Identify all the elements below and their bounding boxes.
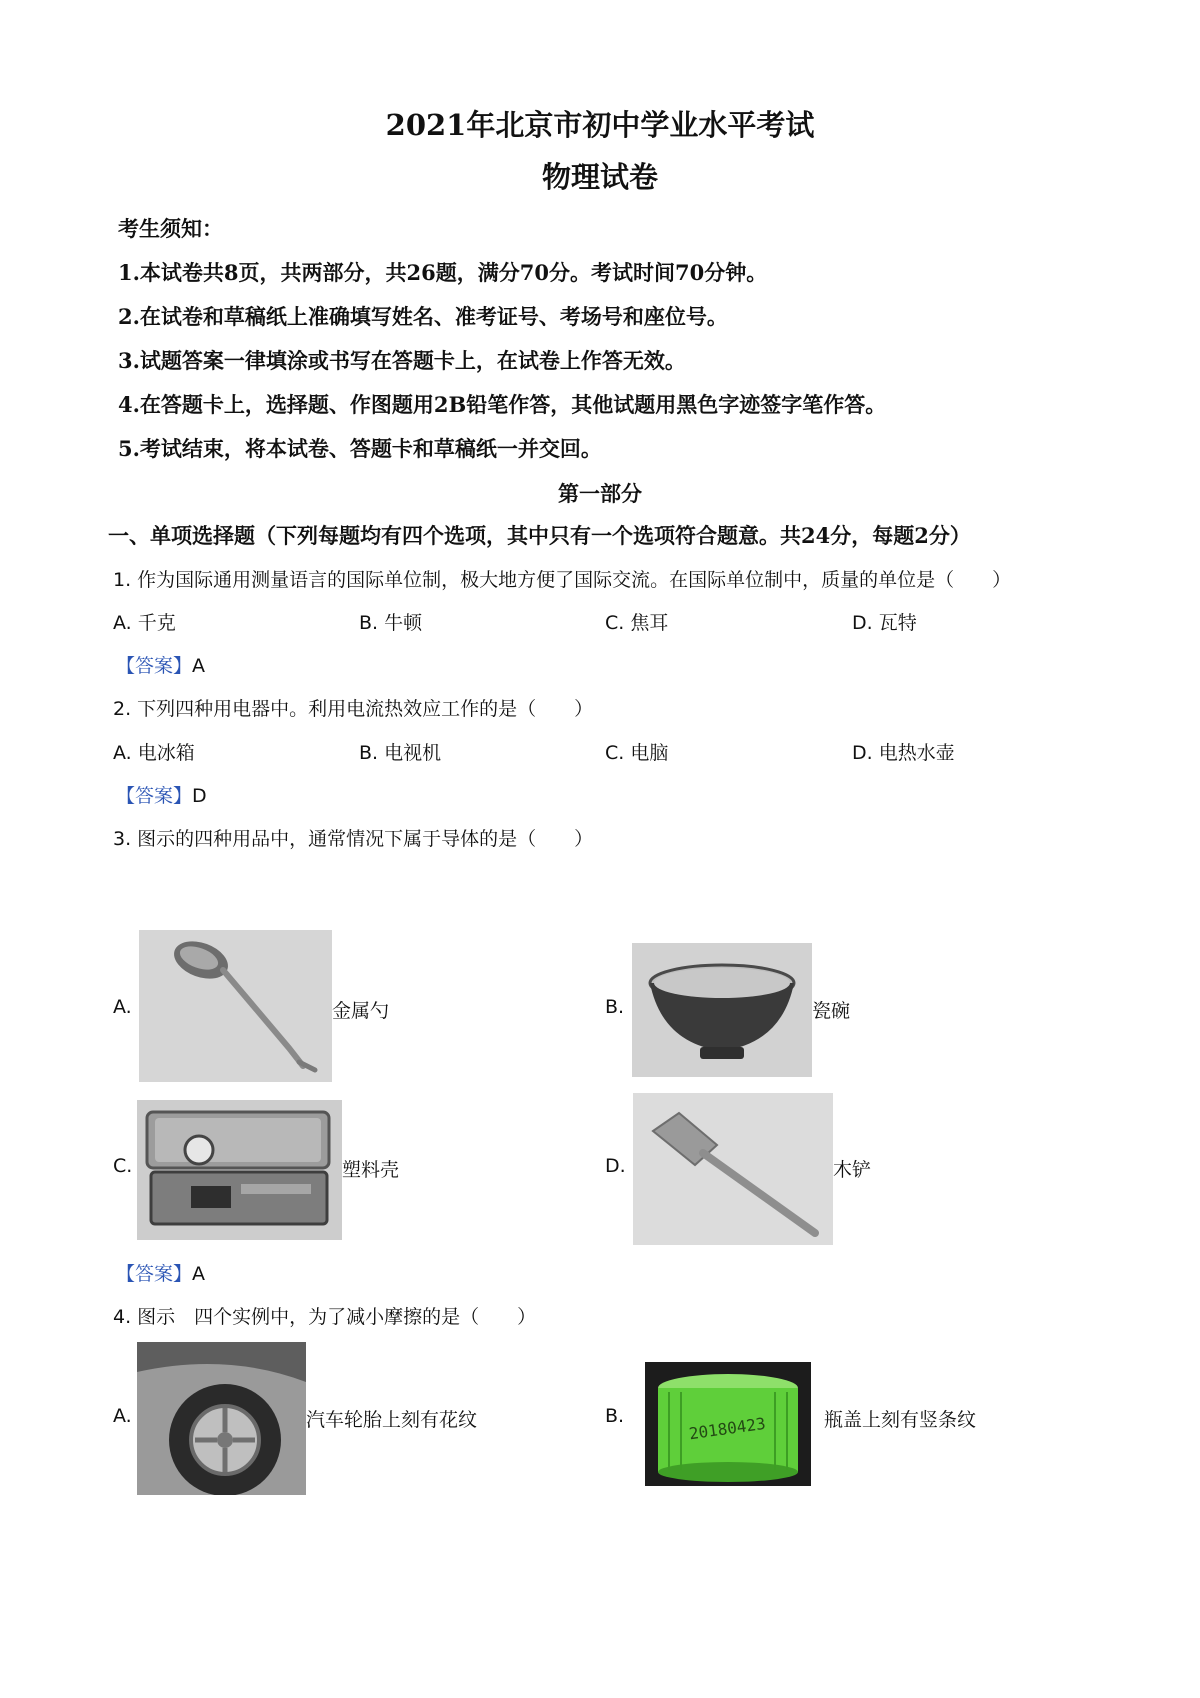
q2-option-a: A. 电冰箱	[113, 742, 195, 764]
q4-option-b-caption: 瓶盖上刻有竖条纹	[824, 1409, 977, 1431]
notice-item-5: 5.考试结束，将本试卷、答题卡和草稿纸一并交回。	[118, 436, 602, 461]
section-title: 一、单项选择题（下列每题均有四个选项，其中只有一个选项符合题意。共24分，每题2分）	[108, 523, 971, 548]
exam-subtitle: 物理试卷	[541, 160, 658, 194]
q1-option-d: D. 瓦特	[852, 612, 917, 634]
q3-option-c-letter: C.	[113, 1155, 133, 1177]
q3-option-b-letter: B.	[605, 996, 625, 1018]
notice-item-4: 4.在答题卡上，选择题、作图题用2B铅笔作答，其他试题用黑色字迹签字笔作答。	[118, 392, 887, 417]
notice-item-2: 2.在试卷和草稿纸上准确填写姓名、准考证号、考场号和座位号。	[118, 304, 728, 329]
q1-answer: 【答案】A	[116, 655, 206, 677]
car-tire-image	[137, 1342, 306, 1495]
metal-spoon-image	[139, 930, 332, 1082]
plastic-case-image	[137, 1100, 342, 1240]
wooden-spatula-image	[633, 1093, 833, 1245]
question-3-stem: 3. 图示的四种用品中，通常情况下属于导体的是（ ）	[113, 828, 594, 850]
q3-option-d-letter: D.	[605, 1155, 626, 1177]
q2-option-c: C. 电脑	[605, 742, 669, 764]
spatula-icon	[633, 1093, 833, 1245]
bottle-cap-print: 20180423	[687, 1413, 767, 1444]
q3-option-c-caption: 塑料壳	[342, 1159, 400, 1181]
q4-option-b-letter: B.	[605, 1405, 625, 1427]
q2-answer: 【答案】D	[116, 785, 207, 807]
spoon-icon	[139, 930, 332, 1082]
q2-option-d: D. 电热水壶	[852, 742, 955, 764]
q3-option-d-caption: 木铲	[833, 1159, 872, 1181]
q1-option-b: B. 牛顿	[359, 612, 423, 634]
notice-item-3: 3.试题答案一律填涂或书写在答题卡上，在试卷上作答无效。	[118, 348, 686, 373]
question-1-stem: 1. 作为国际通用测量语言的国际单位制，极大地方便了国际交流。在国际单位制中，质量的单位是（ ）	[113, 569, 1012, 591]
q1-option-c: C. 焦耳	[605, 612, 669, 634]
q4-option-a-caption: 汽车轮胎上刻有花纹	[306, 1409, 478, 1431]
exam-title: 2021年北京市初中学业水平考试	[385, 108, 815, 142]
q3-option-a-caption: 金属勺	[332, 1000, 390, 1022]
q3-option-b-caption: 瓷碗	[812, 1000, 851, 1022]
q3-answer: 【答案】A	[116, 1263, 206, 1285]
notice-heading: 考生须知：	[118, 216, 223, 241]
question-4-stem: 4. 图示 四个实例中，为了减小摩擦的是（ ）	[113, 1306, 537, 1328]
notice-item-1: 1.本试卷共8页，共两部分，共26题，满分70分。考试时间70分钟。	[118, 260, 768, 285]
question-2-stem: 2. 下列四种用电器中。利用电流热效应工作的是（ ）	[113, 698, 594, 720]
car-wheel-icon	[137, 1342, 306, 1495]
bowl-icon	[632, 943, 812, 1077]
part-title: 第一部分	[558, 481, 642, 506]
plastic-box-icon	[137, 1100, 342, 1240]
q4-option-a-letter: A.	[113, 1405, 132, 1427]
q3-option-a-letter: A.	[113, 996, 132, 1018]
bottle-cap-image	[645, 1362, 811, 1486]
bottle-cap-icon	[645, 1362, 811, 1486]
q1-option-a: A. 千克	[113, 612, 176, 634]
q2-option-b: B. 电视机	[359, 742, 442, 764]
porcelain-bowl-image	[632, 943, 812, 1077]
